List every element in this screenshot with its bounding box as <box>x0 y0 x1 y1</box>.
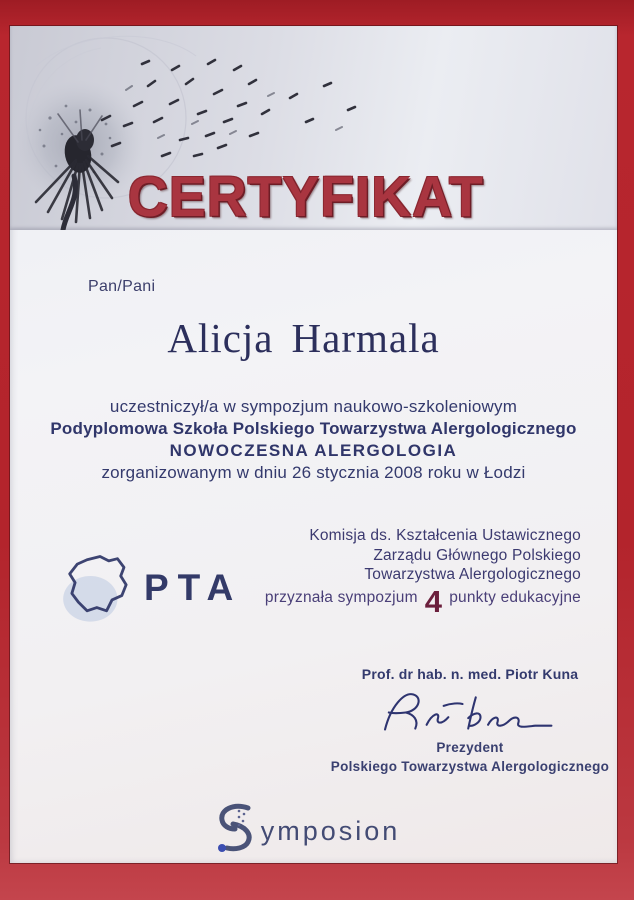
recipient-last-name: Harmala <box>291 315 440 361</box>
symposion-s-icon <box>215 802 259 852</box>
points-prefix: przyznała sympozjum <box>264 588 418 606</box>
recipient-first-name: Alicja <box>167 315 274 361</box>
signer-role-block <box>320 738 620 776</box>
statement-line-3: NOWOCZESNA ALERGOLOGIA <box>169 441 458 460</box>
signer-role: Prezydent <box>436 740 504 755</box>
certificate-sheet <box>10 26 617 863</box>
signature-icon <box>372 686 572 738</box>
salutation-label: Pan/Pani <box>88 278 156 295</box>
signer-name: Prof. dr hab. n. med. Piotr Kuna <box>361 666 579 682</box>
header-band <box>10 26 617 230</box>
poland-outline-icon <box>60 550 138 626</box>
statement-line-4: zorganizowanym w dniu 26 stycznia 2008 roku w Łodzi <box>101 463 526 482</box>
committee-line-3: Towarzystwa Alergologicznego <box>364 566 581 583</box>
statement-line-1: uczestniczył/a w sympozjum naukowo-szkoleniowym <box>109 397 518 416</box>
pta-label: PTA <box>144 567 243 608</box>
signer-organization: Polskiego Towarzystwa Alergologicznego <box>330 759 610 774</box>
points-value: 4 <box>424 583 443 619</box>
points-suffix: punkty edukacyjne <box>449 588 581 606</box>
certificate-title: CERTYFIKAT <box>128 165 484 229</box>
statement-paragraph <box>10 396 617 484</box>
pta-logo <box>60 550 242 626</box>
committee-block <box>264 526 581 619</box>
symposion-label: ymposion <box>260 816 401 846</box>
committee-line-2: Zarządu Głównego Polskiego <box>373 546 581 564</box>
recipient-name <box>0 314 607 362</box>
symposion-logo <box>4 802 611 852</box>
committee-line-1: Komisja ds. Kształcenia Ustawicznego <box>309 527 581 544</box>
points-line <box>264 583 581 619</box>
statement-line-2: Podyplomowa Szkoła Polskiego Towarzystwa Alergologicznego <box>50 419 577 438</box>
